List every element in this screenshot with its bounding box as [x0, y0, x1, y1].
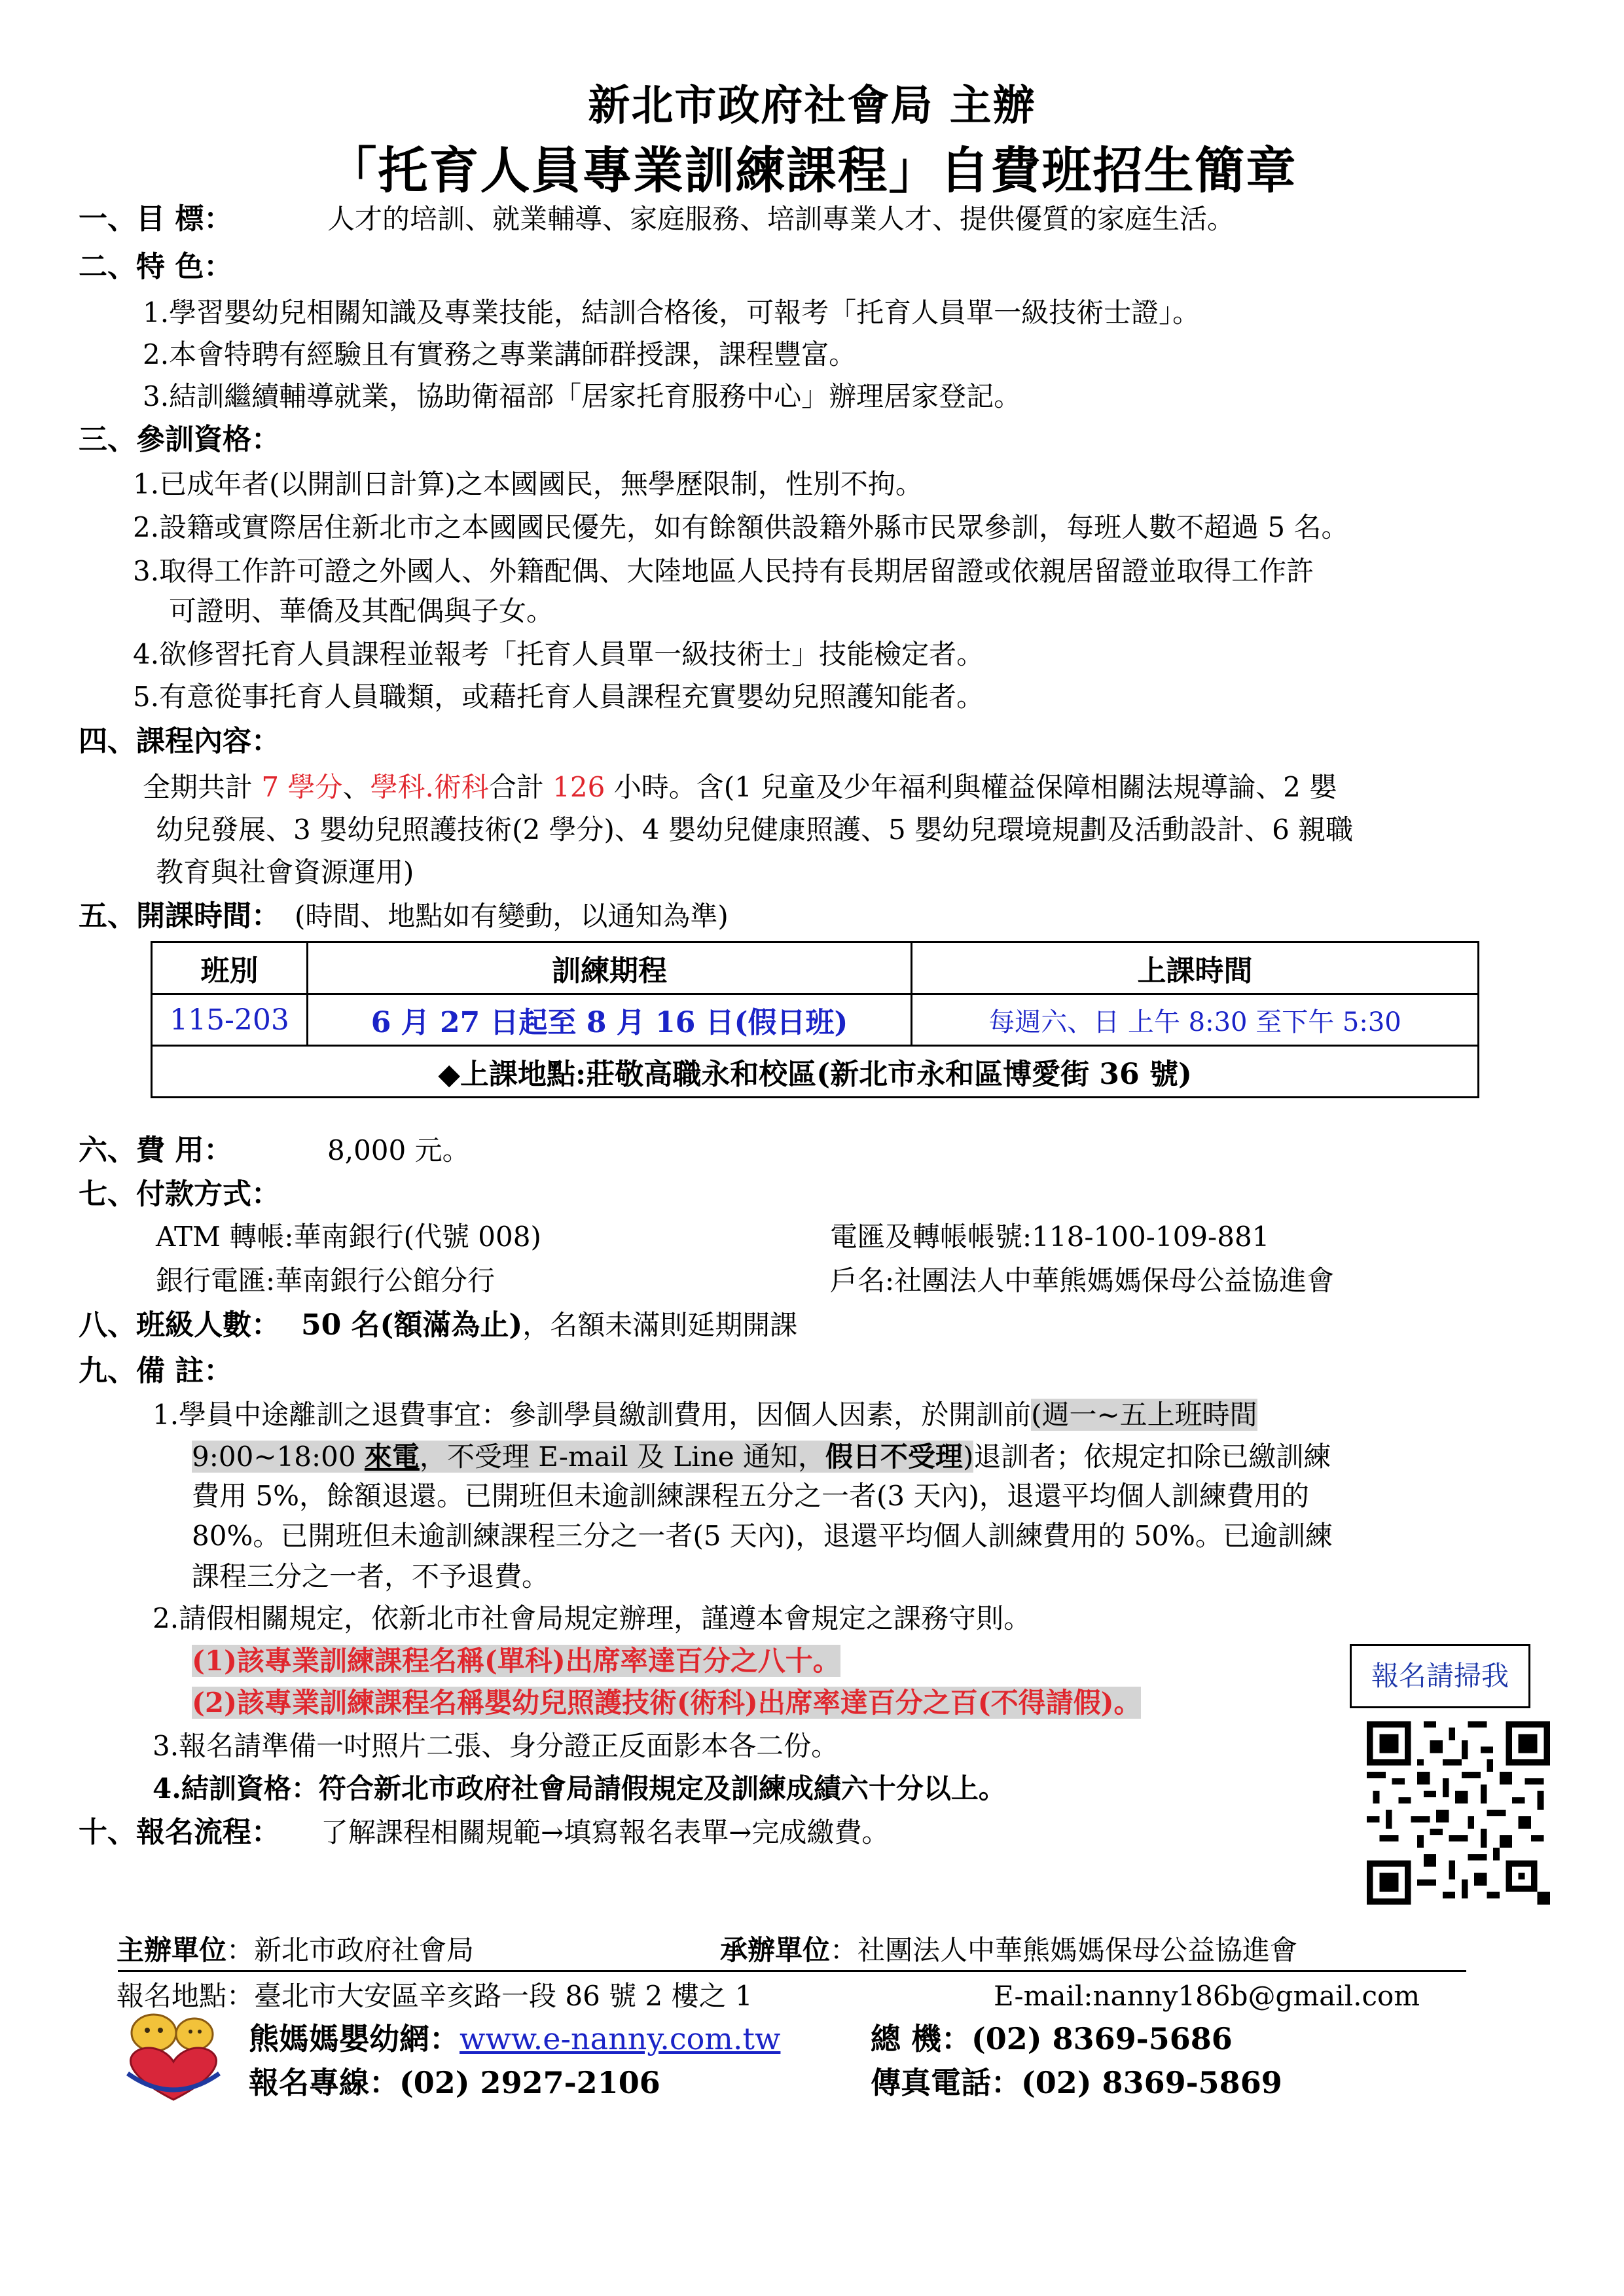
course-content-line3: 教育與社會資源運用) [156, 856, 414, 888]
table-header-time: 上課時間 [912, 942, 1479, 994]
note-attendance-2: (2)該專業訓練課程名稱嬰幼兒照護技術(術科)出席率達百分之百(不得請假)。 [192, 1687, 1142, 1719]
eligibility-item-cont: 可證明、華僑及其配偶與子女。 [169, 595, 554, 627]
section-payment-heading: 七、付款方式： [79, 1177, 280, 1211]
qr-label-box: 報名請掃我 [1350, 1644, 1530, 1708]
class-time: 每週六、日 上午 8:30 至下午 5:30 [912, 994, 1479, 1046]
class-size-line: 50 名(額滿為止)，名額未滿則延期開課 [301, 1308, 798, 1342]
website-line: 熊媽媽嬰幼網：www.e-nanny.com.tw [249, 2021, 781, 2056]
section-eligibility-heading: 三、參訓資格： [79, 423, 280, 456]
table-header-period: 訓練期程 [308, 942, 912, 994]
table-row [152, 994, 1479, 1046]
note-completion: 4.結訓資格：符合新北市政府社會局請假規定及訓練成績六十分以上。 [153, 1772, 1006, 1804]
organizer-line: 主辦單位：新北市政府社會局 [117, 1934, 475, 1966]
fax-line: 傳真電話：(02) 8369-5869 [871, 2065, 1282, 2100]
fee-value: 8,000 元。 [327, 1134, 470, 1166]
organizer-title: 新北市政府社會局 主辦 [588, 82, 1036, 130]
contractor-line: 承辦單位：社團法人中華熊媽媽保母公益協進會 [720, 1934, 1298, 1966]
table-row [152, 1046, 1479, 1098]
note-refund-line4: 80%。已開班但未逾訓練課程三分之一者(5 天內)，退還平均個人訓練費用的 50%。已逾訓練 [192, 1520, 1333, 1552]
feature-item: 3.結訓繼續輔導就業，協助衛福部「居家托育服務中心」辦理居家登記。 [143, 380, 1022, 412]
credits-value: 7 學分 [261, 771, 343, 803]
note-refund-line2: 9:00~18:00 來電，不受理 E-mail 及 Line 通知，假日不受理)退訓者；依規定扣除已繳訓練 [192, 1441, 1331, 1473]
registration-process: 了解課程相關規範→填寫報名表單→完成繳費。 [321, 1816, 890, 1848]
class-location: ◆上課地點:莊敬高職永和校區(新北市永和區博愛街 36 號) [152, 1046, 1479, 1098]
footer-divider [118, 1970, 1466, 1972]
note-refund-line1: 1.學員中途離訓之退費事宜：參訓學員繳訓費用，因個人因素，於開訓前(週一~五上班時間 [153, 1399, 1257, 1431]
note-documents: 3.報名請準備一吋照片二張、身分證正反面影本各二份。 [153, 1730, 839, 1762]
bear-mama-logo-icon [108, 2008, 239, 2106]
flyer-title: 「托育人員專業訓練課程」自費班招生簡章 [327, 141, 1297, 200]
payment-atm: ATM 轉帳:華南銀行(代號 008) [156, 1221, 541, 1253]
hours-value: 126 [552, 771, 605, 803]
section-goal-heading: 一、目 標： [79, 202, 233, 236]
table-header-row [152, 942, 1479, 994]
note-refund-line3: 費用 5%，餘額退還。已開班但未逾訓練課程五分之一者(3 天內)，退還平均個人訓練費用的 [192, 1480, 1309, 1512]
contact-email[interactable]: E-mail:nanny186b@gmail.com [994, 1980, 1420, 2012]
section-content-heading: 四、課程內容： [79, 725, 280, 758]
section-schedule-heading: 五、開課時間： [79, 899, 280, 933]
payment-wire: 銀行電匯:華南銀行公館分行 [156, 1265, 496, 1297]
class-size-value: 50 名(額滿為止) [301, 1308, 523, 1342]
main-phone-line: 總 機：(02) 8369-5686 [871, 2021, 1233, 2056]
schedule-note: (時間、地點如有變動，以通知為準) [295, 900, 729, 932]
section-fee-heading: 六、費 用： [79, 1134, 233, 1167]
course-content-line1: 全期共計 7 學分、學科.術科合計 126 小時。含(1 兒童及少年福利與權益保障相關法規導論、2 嬰 [143, 771, 1337, 803]
registration-phone-line: 報名專線：(02) 2927-2106 [249, 2065, 660, 2100]
website-link[interactable]: www.e-nanny.com.tw [460, 2021, 781, 2056]
section-goal-text: 人才的培訓、就業輔導、家庭服務、培訓專業人才、提供優質的家庭生活。 [327, 203, 1235, 235]
section-features-heading: 二、特 色： [79, 250, 233, 283]
table-header-class: 班別 [152, 942, 308, 994]
note-leave-rule: 2.請假相關規定，依新北市社會局規定辦理，謹遵本會規定之課務守則。 [153, 1602, 1032, 1634]
note-attendance-1: (1)該專業訓練課程名稱(單科)出席率達百分之八十。 [192, 1645, 840, 1677]
training-period: 6 月 27 日起至 8 月 16 日(假日班) [308, 994, 912, 1046]
qr-code-icon[interactable] [1367, 1721, 1550, 1905]
payment-account: 電匯及轉帳帳號:118-100-109-881 [830, 1221, 1270, 1253]
eligibility-item: 3.取得工作許可證之外國人、外籍配偶、大陸地區人民持有長期居留證或依親居留證並取得工作許 [133, 555, 1314, 587]
eligibility-item: 2.設籍或實際居住新北市之本國國民優先，如有餘額供設籍外縣市民眾參訓，每班人數不超過 5 名。 [133, 511, 1349, 543]
class-code: 115-203 [152, 994, 308, 1046]
note-refund-line5: 課程三分之一者，不予退費。 [192, 1560, 550, 1592]
schedule-table [151, 941, 1479, 1098]
eligibility-item: 1.已成年者(以開訓日計算)之本國國民，無學歷限制，性別不拘。 [133, 468, 923, 500]
feature-item: 1.學習嬰幼兒相關知識及專業技能，結訓合格後，可報考「托育人員單一級技術士證」。 [143, 296, 1200, 329]
registration-address: 報名地點：臺北市大安區辛亥路一段 86 號 2 樓之 1 [117, 1980, 753, 2012]
section-notes-heading: 九、備 註： [79, 1354, 233, 1388]
section-process-heading: 十、報名流程： [79, 1816, 280, 1849]
payment-holder: 戶名:社團法人中華熊媽媽保母公益協進會 [830, 1265, 1335, 1297]
eligibility-item: 4.欲修習托育人員課程並報考「托育人員單一級技術士」技能檢定者。 [133, 638, 984, 670]
course-content-line2: 幼兒發展、3 嬰幼兒照護技術(2 學分)、4 嬰幼兒健康照護、5 嬰幼兒環境規劃及活動設計、6 親職 [156, 814, 1354, 846]
eligibility-item: 5.有意從事托育人員職類，或藉托育人員課程充實嬰幼兒照護知能者。 [133, 681, 984, 713]
section-class-size-heading: 八、班級人數： [79, 1308, 280, 1342]
feature-item: 2.本會特聘有經驗且有實務之專業講師群授課，課程豐富。 [143, 338, 857, 370]
subjects-value: 學科.術科 [370, 771, 489, 803]
